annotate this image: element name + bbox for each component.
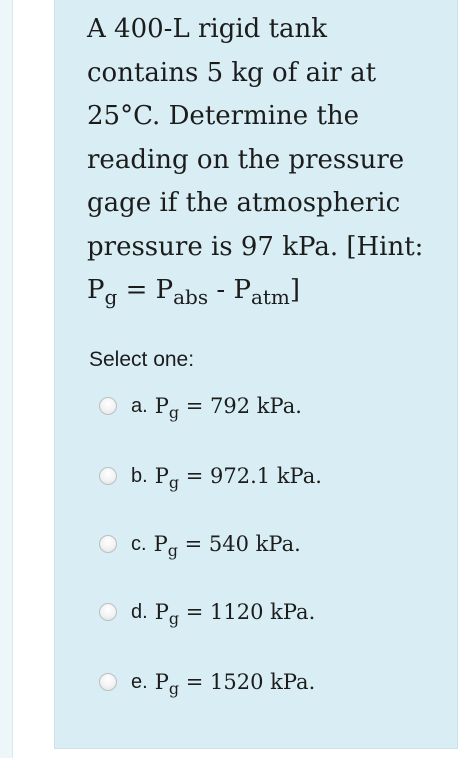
option-symbol: P xyxy=(154,600,169,624)
select-one-label: Select one: xyxy=(89,348,195,371)
option-value: = 540 kPa. xyxy=(177,532,301,556)
option-b[interactable] xyxy=(99,456,322,496)
question-line: reading on the pressure xyxy=(87,144,405,175)
option-text xyxy=(154,394,302,422)
question-card xyxy=(54,0,458,749)
option-letter: c. xyxy=(131,532,147,555)
option-text xyxy=(153,532,301,560)
option-text xyxy=(154,464,322,492)
hint-sub-g: g xyxy=(104,285,118,309)
hint-p: P xyxy=(87,275,105,305)
question-line: pressure is 97 kPa. [Hint: xyxy=(87,231,424,262)
option-value: = 792 kPa. xyxy=(179,394,302,418)
option-letter: b. xyxy=(131,464,148,487)
option-letter: e. xyxy=(131,670,148,693)
option-e[interactable] xyxy=(99,662,315,702)
question-text xyxy=(87,8,447,314)
option-symbol: P xyxy=(154,394,169,418)
option-letter: d. xyxy=(131,600,148,623)
option-text xyxy=(154,600,316,628)
option-value: = 972.1 kPa. xyxy=(179,464,322,488)
option-a[interactable] xyxy=(99,386,302,426)
left-margin-strip xyxy=(0,0,13,758)
option-text xyxy=(154,670,316,698)
option-value: = 1520 kPa. xyxy=(179,670,316,694)
hint-sub-abs: abs xyxy=(173,285,209,309)
option-subscript: g xyxy=(168,473,180,492)
option-symbol: P xyxy=(153,532,168,556)
option-subscript: g xyxy=(168,679,180,698)
hint-sub-atm: atm xyxy=(250,285,290,309)
option-value: = 1120 kPa. xyxy=(179,600,316,624)
option-c[interactable] xyxy=(99,524,301,564)
question-line: 25°C. Determine the xyxy=(87,101,360,131)
option-subscript: g xyxy=(168,403,180,422)
hint-close-bracket: ] xyxy=(289,275,301,305)
radio-button[interactable] xyxy=(99,467,117,485)
option-letter: a. xyxy=(131,394,148,417)
radio-button[interactable] xyxy=(99,673,117,691)
radio-button[interactable] xyxy=(99,535,117,553)
hint-formula xyxy=(87,269,447,314)
question-line: contains 5 kg of air at xyxy=(87,57,377,88)
option-subscript: g xyxy=(168,609,180,628)
option-subscript: g xyxy=(167,541,178,560)
option-symbol: P xyxy=(154,670,169,694)
hint-equals: = P xyxy=(117,275,174,305)
radio-button[interactable] xyxy=(99,397,117,415)
question-line: gage if the atmospheric xyxy=(87,188,401,218)
question-line: A 400-L rigid tank xyxy=(87,14,328,44)
option-d[interactable] xyxy=(99,592,315,632)
radio-button[interactable] xyxy=(99,603,117,621)
option-symbol: P xyxy=(154,464,169,488)
hint-minus: - P xyxy=(208,275,251,305)
